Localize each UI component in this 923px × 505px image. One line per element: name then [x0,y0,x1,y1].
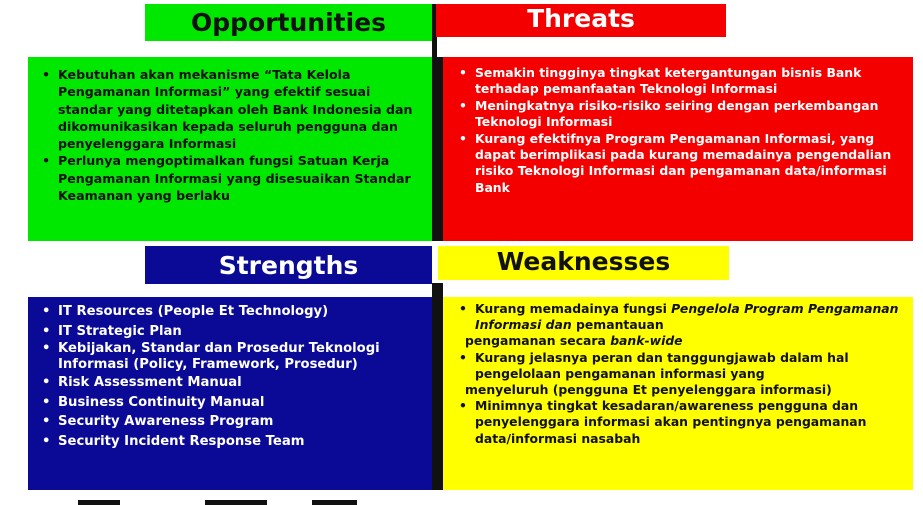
decorative-fragment [205,500,267,505]
decorative-fragment [312,500,357,505]
threats-list [455,65,905,196]
strengths-item: • Risk Assessment Manual [58,373,424,393]
weaknesses-item-text: pemantauan [571,317,664,333]
strengths-item: • IT Resources (People Et Technology) [58,302,424,322]
weaknesses-title: Weaknesses [438,246,729,280]
opportunities-title: Opportunities [145,4,432,41]
strengths-box [28,297,432,490]
quadrant-divider-top-shadow [432,57,443,241]
weaknesses-item [465,349,905,399]
strengths-item: • Security Incident Response Team [58,432,424,452]
weaknesses-item: • Minimnya tingkat kesadaran/awareness pengguna dan penyelenggara informasi akan pentingnya pengamanan data/informasi nasabah [475,398,905,447]
weaknesses-list [455,301,905,447]
strengths-item: • IT Strategic Plan [58,322,424,342]
weaknesses-item-continuation: menyeluruh (pengguna Et penyelenggara informasi) [465,382,832,398]
threats-item: • Semakin tingginya tingkat ketergantungan bisnis Bank terhadap pemanfaatan Teknologi Informasi [475,65,905,98]
weaknesses-item-text: Kurang jelasnya peran dan tanggungjawab dalam hal pengelolaan pengamanan informasi yang [475,349,849,381]
threats-item: • Meningkatnya risiko-risiko seiring dengan perkembangan Teknologi Informasi [475,98,905,131]
weaknesses-item-italic: Pengelola Program Pengamanan Informasi dan [475,301,899,333]
weaknesses-item-text: pengamanan secara [465,333,611,349]
weaknesses-item [465,301,905,350]
weaknesses-item-text: Kurang memadainya fungsi [475,301,672,316]
opportunities-list [38,66,424,204]
strengths-list [38,302,424,452]
weaknesses-item-italic: bank-wide [610,333,683,349]
opportunities-box [28,57,432,241]
threats-box [443,57,913,241]
threats-title: Threats [436,4,726,37]
quadrant-divider-bottom [432,283,443,490]
threats-item: • Kurang efektifnya Program Pengamanan Informasi, yang dapat berimplikasi pada kurang memadainya pengendalian risiko Teknologi Informasi dan pengamanan data/informasi Bank [475,131,905,197]
strengths-item: • Security Awareness Program [58,412,424,432]
weaknesses-item-continuation [465,333,905,349]
weaknesses-box [443,297,913,490]
opportunities-item: • Kebutuhan akan mekanisme “Tata Kelola Pengamanan Informasi” yang efektif sesuai standar yang ditetapkan oleh Bank Indonesia dan dikomunikasikan kepada seluruh pengguna dan penyelenggara Informasi [58,66,424,152]
strengths-item: • Business Continuity Manual [58,393,424,413]
strengths-title: Strengths [145,246,432,284]
opportunities-item: • Perlunya mengoptimalkan fungsi Satuan Kerja Pengamanan Informasi yang disesuaikan Standar Keamanan yang berlaku [58,152,424,204]
strengths-item: • Kebijakan, Standar dan Prosedur Teknologi Informasi (Policy, Framework, Prosedur) [58,341,424,373]
decorative-fragment [78,500,120,505]
